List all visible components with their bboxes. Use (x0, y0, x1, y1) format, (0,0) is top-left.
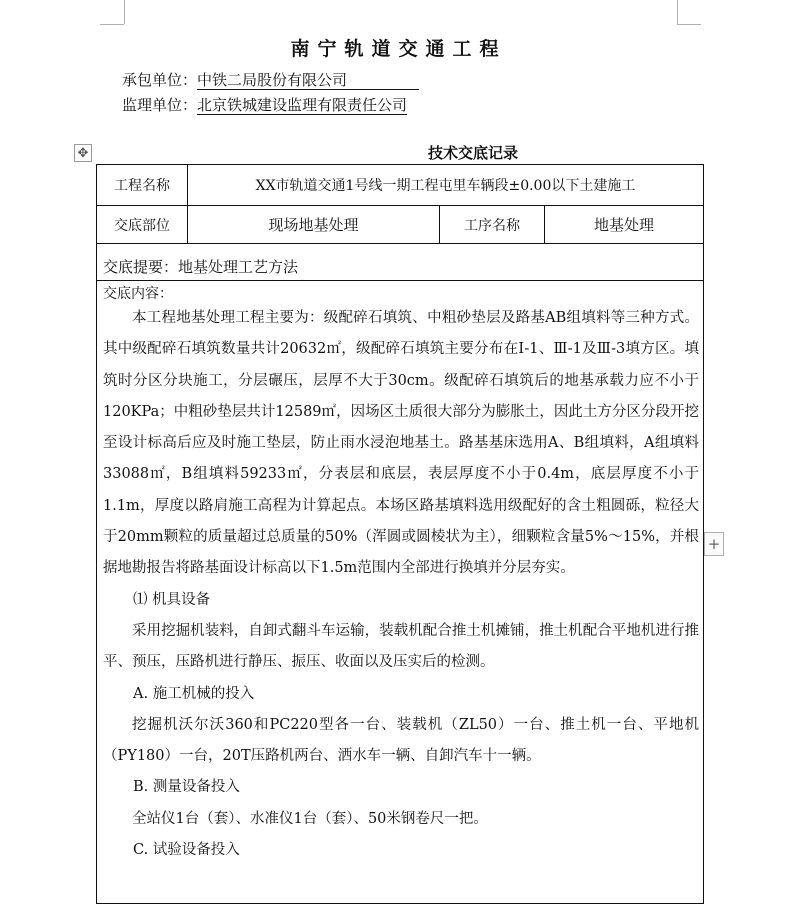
subheading-testing: C. 试验设备投入 (133, 842, 240, 859)
crop-mark-top-left-vertical (124, 0, 125, 24)
subheading-machinery: A. 施工机械的投入 (133, 685, 255, 702)
supervisor-label: 监理单位： (122, 96, 198, 114)
record-title: 技术交底记录 (428, 144, 519, 162)
contractor-value: 中铁二局股份有限公司 (197, 71, 419, 90)
table-move-handle-icon[interactable]: ✥ (74, 144, 92, 162)
supervisor-line (122, 94, 407, 115)
project-name-value: XX市轨道交通1号线一期工程屯里车辆段±0.00以下土建施工 (255, 178, 636, 194)
content-paragraph-1: 本工程地基处理工程主要为：级配碎石填筑、中粗砂垫层及路基AB组填料等三种方式。其中级配碎石填筑数量共计20632㎡，级配碎石填筑主要分布在Ⅰ-1、Ⅲ-1及Ⅲ-3填方区。填筑时分区分块施工，分层碾压，层厚不大于30cm。级配碎石填筑后的地基承载力应不小于120KPa；中粗砂垫层共计12589㎡，因场区土质很大部分为膨胀土，因此土方分区分段开挖至设计标高后应及时施工垫层，防止雨水浸泡地基土。路基基床选用A、B组填料，A组填料33088㎡，B组填料59233㎡，分表层和底层，表层厚度不小于0.4m，底层厚度不小于1.1m，厚度以路肩施工高程为计算起点。本场区路基填料选用级配好的含土粗圆砾，粒径大于20mm颗粒的质量超过总质量的50%（浑圆或圆棱状为主），细颗粒含量5%～15%，并根据地勘报告将路基面设计标高以下1.5m范围内全部进行换填并分层夯实。 (103, 310, 699, 577)
content-label: 交底内容： (103, 286, 173, 302)
content-paragraph-2: 采用挖掘机装料，自卸式翻斗车运输，装载机配合推土机摊铺，推土机配合平地机进行推平、预压，压路机进行静压、振压、收面以及压实后的检测。 (103, 622, 699, 671)
content-paragraph-3: 挖掘机沃尔沃360和PC220型各一台、装载机（ZL50）一台、推土机一台、平地机（PY180）一台，20T压路机两台、洒水车一辆、自卸汽车十一辆。 (103, 716, 699, 765)
part-value: 现场地基处理 (268, 216, 359, 234)
disclosure-summary: 交底提要：地基处理工艺方法 (103, 258, 299, 276)
contractor-label: 承包单位： (122, 71, 198, 89)
add-row-plus-icon[interactable]: + (704, 532, 724, 556)
table-row-divider-2 (97, 243, 703, 244)
table-row-divider-3 (97, 280, 703, 281)
crop-mark-top-right-vertical (677, 0, 678, 24)
crop-mark-top-right-horizontal (677, 24, 701, 25)
content-paragraph-4: 全站仪1台（套）、水准仪1台（套）、50米钢卷尺一把。 (132, 810, 488, 827)
contractor-line (122, 69, 419, 90)
project-title: 南宁轨道交通工程 (290, 38, 507, 60)
disclosure-content (103, 303, 699, 866)
process-value: 地基处理 (593, 216, 654, 234)
process-label: 工序名称 (464, 217, 520, 234)
disclosure-table (96, 164, 704, 904)
part-label: 交底部位 (114, 217, 170, 234)
project-name-label: 工程名称 (114, 178, 170, 194)
supervisor-value: 北京铁城建设监理有限责任公司 (197, 96, 408, 114)
crop-mark-top-left-horizontal (100, 24, 124, 25)
subheading-survey: B. 测量设备投入 (133, 779, 240, 796)
section-heading-equipment: ⑴ 机具设备 (133, 591, 211, 608)
